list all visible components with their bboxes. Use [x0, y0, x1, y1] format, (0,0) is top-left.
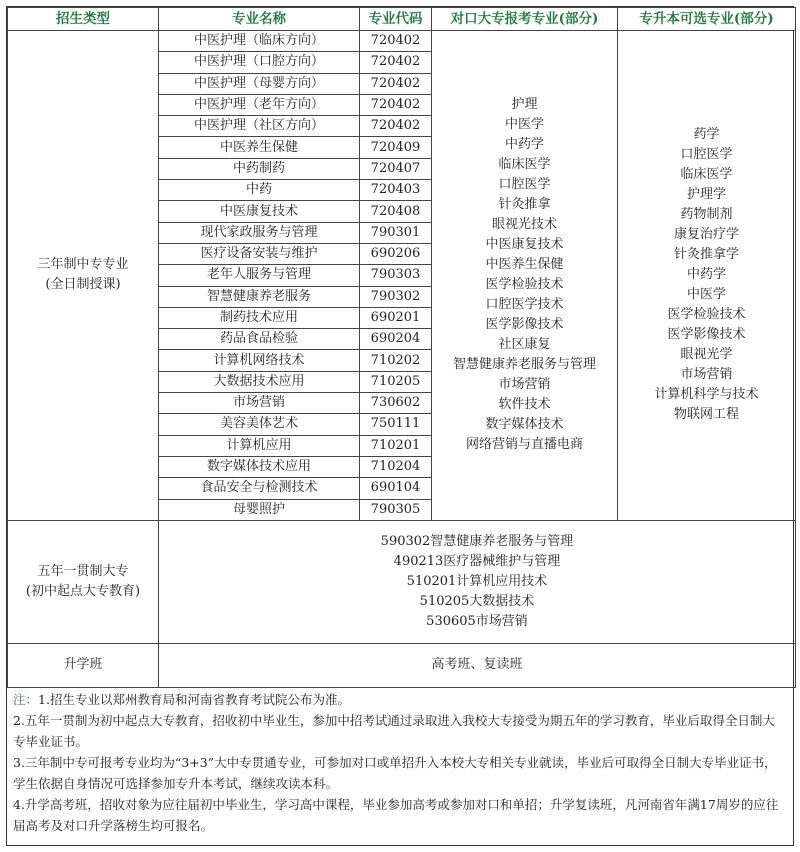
- upgrade-major-item: 市场营销: [680, 367, 733, 383]
- major-code-cell: 790302: [360, 286, 432, 307]
- college-major-item: 针灸推拿: [498, 197, 551, 213]
- major-code-cell: 710204: [360, 456, 432, 477]
- major-name-cell: 中医护理（社区方向）: [159, 116, 360, 137]
- note-4: 4.升学高考班，招收对象为应往届初中毕业生，学习高中课程，毕业参加高考或参加对口和单招；升学复读班，凡河南省年满17周岁的应往届高考及对口升学落榜生均可报名。: [13, 797, 779, 833]
- college-major-item: 数字媒体技术: [485, 417, 564, 433]
- college-majors-cell: [432, 31, 618, 521]
- college-major-item: 软件技术: [498, 397, 551, 413]
- college-major-item: 网络营销与直播电商: [465, 437, 583, 453]
- major-name-cell: 中医护理（临床方向）: [159, 31, 360, 52]
- three-year-title: 三年制中专专业: [37, 257, 129, 273]
- enrollment-table: [7, 7, 796, 688]
- college-major-item: 医学影像技术: [485, 317, 564, 333]
- five-year-major: 530605市场营销: [426, 613, 528, 629]
- upgrade-major-item: 计算机科学与技术: [654, 387, 759, 403]
- major-name-cell: 中药制药: [159, 158, 360, 179]
- header-type: 招生类型: [8, 8, 159, 31]
- major-code-cell: 790303: [360, 265, 432, 286]
- college-major-item: 中医学: [504, 117, 544, 133]
- major-name-cell: 药品食品检验: [159, 329, 360, 350]
- major-code-cell: 790305: [360, 499, 432, 520]
- upgrade-major-item: 药学: [693, 127, 720, 143]
- five-year-major: 510201计算机应用技术: [406, 573, 548, 589]
- note-2: 2.五年一贯制为初中起点大专教育，招收初中毕业生，参加中招考试通过录取进入我校大专接受为期五年的学习教育，毕业后取得全日制大专毕业证书。: [13, 713, 775, 749]
- major-name-cell: 智慧健康养老服务: [159, 286, 360, 307]
- major-code-cell: 710202: [360, 350, 432, 371]
- major-code-cell: 730602: [360, 393, 432, 414]
- major-name-cell: 市场营销: [159, 393, 360, 414]
- major-code-cell: 720402: [360, 31, 432, 52]
- upgrade-major-item: 康复治疗学: [673, 227, 739, 243]
- upgrade-major-item: 针灸推拿学: [673, 247, 739, 263]
- college-major-item: 社区康复: [498, 337, 551, 353]
- upgrade-major-item: 护理学: [686, 187, 726, 203]
- college-major-item: 临床医学: [498, 157, 551, 173]
- college-major-item: 市场营销: [498, 377, 551, 393]
- upgrade-major-item: 临床医学: [680, 167, 733, 183]
- major-code-cell: 790301: [360, 222, 432, 243]
- major-name-cell: 美容美体艺术: [159, 414, 360, 435]
- notes-section: [7, 683, 795, 836]
- major-name-cell: 母婴照护: [159, 499, 360, 520]
- enrollment-sheet: [6, 6, 794, 846]
- five-year-major: 490213医疗器械维护与管理: [393, 553, 561, 569]
- note-3: 3.三年制中专可报考专业均为“3+3”大中专贯通专业，可参加对口或单招升入本校大专相关专业就读，毕业后可取得全日制大专毕业证书，学生依据自身情况可选择参加专升本考试，继续攻读本科。: [13, 755, 777, 791]
- header-upgrade-majors: 专升本可选专业(部分): [618, 8, 796, 31]
- upgrade-major-item: 药物制剂: [680, 207, 733, 223]
- major-name-cell: 中医康复技术: [159, 201, 360, 222]
- prep-row: [8, 643, 796, 687]
- major-name-cell: 医疗设备安装与维护: [159, 243, 360, 264]
- major-code-cell: 720402: [360, 73, 432, 94]
- upgrade-major-item: 中医学: [686, 287, 726, 303]
- upgrade-major-item: 医学检验技术: [667, 307, 746, 323]
- five-year-subtitle: (初中起点大专教育): [25, 583, 141, 599]
- college-major-item: 护理: [511, 97, 538, 113]
- prep-type-cell: 升学班: [8, 643, 159, 687]
- header-major-name: 专业名称: [159, 8, 360, 31]
- major-code-cell: 690204: [360, 329, 432, 350]
- header-college-majors: 对口大专报考专业(部分): [432, 8, 618, 31]
- college-major-item: 眼视光技术: [491, 217, 557, 233]
- major-name-cell: 中医护理（母婴方向）: [159, 73, 360, 94]
- header-major-code: 专业代码: [360, 8, 432, 31]
- major-code-cell: 720402: [360, 52, 432, 73]
- major-name-cell: 大数据技术应用: [159, 371, 360, 392]
- major-name-cell: 食品安全与检测技术: [159, 478, 360, 499]
- major-code-cell: 720402: [360, 94, 432, 115]
- college-major-item: 中药学: [504, 137, 544, 153]
- header-row: [8, 8, 796, 31]
- five-year-majors-cell: [159, 520, 796, 643]
- major-code-cell: 690206: [360, 243, 432, 264]
- major-name-cell: 中药: [159, 180, 360, 201]
- college-major-item: 医学检验技术: [485, 277, 564, 293]
- five-year-type-cell: [8, 520, 159, 643]
- major-name-cell: 老年人服务与管理: [159, 265, 360, 286]
- major-code-cell: 720409: [360, 137, 432, 158]
- major-name-cell: 数字媒体技术应用: [159, 456, 360, 477]
- major-name-cell: 中医养生保健: [159, 137, 360, 158]
- five-year-title: 五年一贯制大专: [37, 563, 129, 579]
- five-year-row: [8, 520, 796, 643]
- upgrade-major-item: 医学影像技术: [667, 327, 746, 343]
- prep-content-cell: 高考班、复读班: [159, 643, 796, 687]
- upgrade-major-item: 眼视光学: [680, 347, 733, 363]
- five-year-major: 590302智慧健康养老服务与管理: [380, 533, 574, 549]
- major-code-cell: 750111: [360, 414, 432, 435]
- major-code-cell: 710201: [360, 435, 432, 456]
- major-name-cell: 计算机网络技术: [159, 350, 360, 371]
- major-name-cell: 中医护理（口腔方向）: [159, 52, 360, 73]
- three-year-major-row: [8, 31, 796, 52]
- major-code-cell: 710205: [360, 371, 432, 392]
- three-year-type-cell: [8, 31, 159, 521]
- three-year-subtitle: (全日制授课): [45, 277, 121, 293]
- upgrade-major-item: 物联网工程: [673, 407, 739, 423]
- upgrade-major-item: 口腔医学: [680, 147, 733, 163]
- major-code-cell: 690201: [360, 307, 432, 328]
- major-code-cell: 720403: [360, 180, 432, 201]
- college-major-item: 智慧健康养老服务与管理: [452, 357, 596, 373]
- major-name-cell: 制药技术应用: [159, 307, 360, 328]
- upgrade-major-item: 中药学: [686, 267, 726, 283]
- major-code-cell: 690104: [360, 478, 432, 499]
- note-1: 注：1.招生专业以郑州教育局和河南省教育考试院公布为准。: [13, 692, 350, 707]
- college-major-item: 口腔医学: [498, 177, 551, 193]
- college-major-item: 口腔医学技术: [485, 297, 564, 313]
- college-major-item: 中医康复技术: [485, 237, 564, 253]
- major-name-cell: 现代家政服务与管理: [159, 222, 360, 243]
- notes-label: 注：: [13, 692, 39, 707]
- upgrade-majors-cell: [618, 31, 796, 521]
- major-name-cell: 中医护理（老年方向）: [159, 94, 360, 115]
- major-name-cell: 计算机应用: [159, 435, 360, 456]
- major-code-cell: 720408: [360, 201, 432, 222]
- college-major-item: 中医养生保健: [485, 257, 564, 273]
- five-year-major: 510205大数据技术: [419, 593, 535, 609]
- major-code-cell: 720402: [360, 116, 432, 137]
- major-code-cell: 720407: [360, 158, 432, 179]
